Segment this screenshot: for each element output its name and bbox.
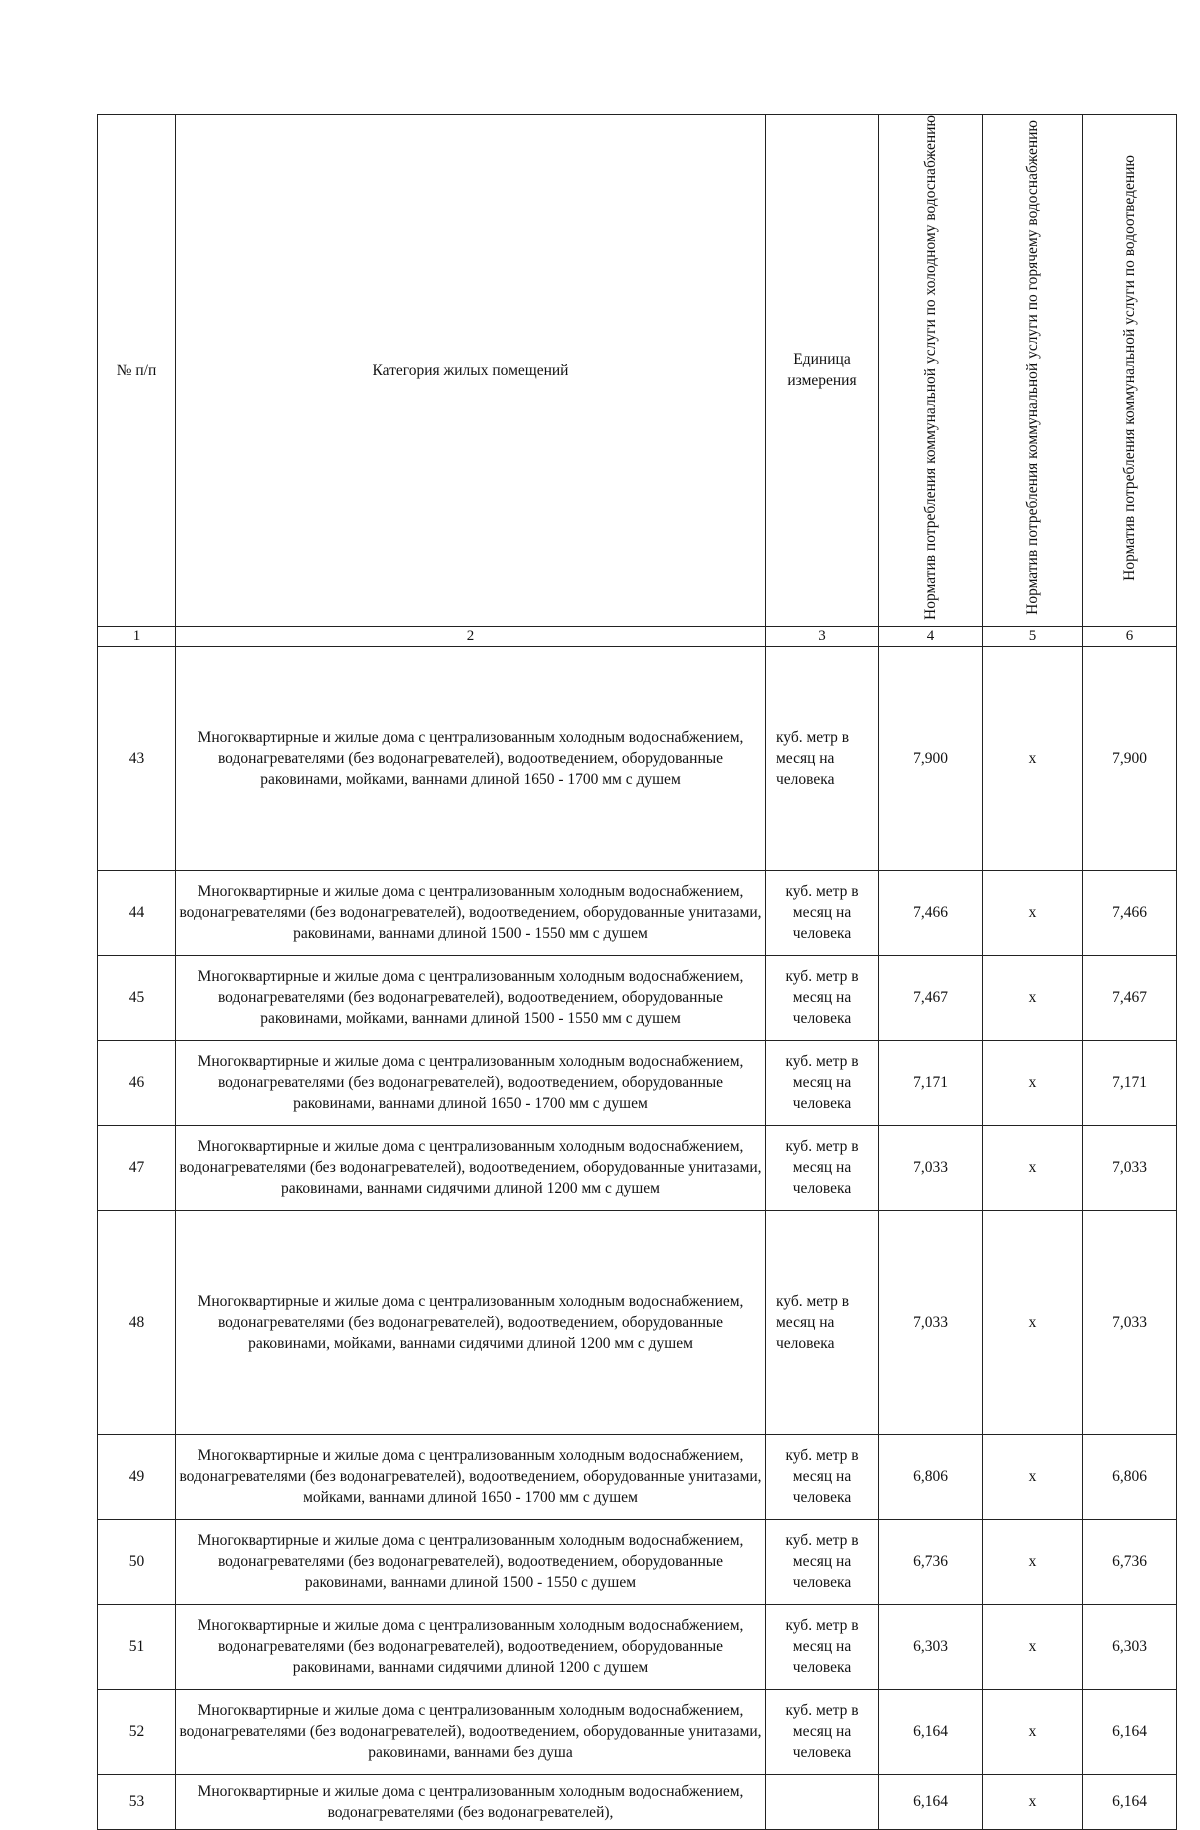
row-drainage: 7,900 — [1083, 646, 1177, 870]
header-row — [98, 115, 1177, 627]
row-hot-water: x — [983, 646, 1083, 870]
row-category-text: Многоквартирные и жилые дома с централизованным холодным водоснабжением, водонагревателями (без водонагревателей), водоотведением, оборудованные раковинами, ваннами длиной 1650 - 1700 мм с душем — [197, 1053, 744, 1113]
table-row — [98, 1774, 1177, 1829]
row-category-text: Многоквартирные и жилые дома с централизованным холодным водоснабжением, водонагревателями (без водонагревателей), водоотведением, оборудованные раковинами, мойками, ваннами длиной 1650 - 1700 мм с душем — [197, 728, 744, 788]
row-category — [176, 1434, 766, 1519]
row-hot-water: x — [983, 1434, 1083, 1519]
row-drainage: 7,467 — [1083, 955, 1177, 1040]
row-cold-water: 6,164 — [879, 1689, 983, 1774]
row-category-text: Многоквартирные и жилые дома с централизованным холодным водоснабжением, водонагревателями (без водонагревателей), водоотведением, оборудованные раковинами, мойками, ваннами сидячими длиной 1200 мм с душем — [197, 1292, 744, 1352]
row-number: 53 — [98, 1774, 176, 1829]
header-drainage-label: Норматив потребления коммунальной услуги по водоотведению — [1121, 154, 1138, 581]
row-number: 50 — [98, 1519, 176, 1604]
row-unit-text: куб. метр в месяц на человека — [785, 1447, 859, 1507]
row-cold-water: 6,303 — [879, 1604, 983, 1689]
row-category-text: Многоквартирные и жилые дома с централизованным холодным водоснабжением, водонагревателями (без водонагревателей), водоотведением, оборудованные раковинами, ваннами сидячими длиной 1200 с душем — [197, 1617, 744, 1677]
row-category — [176, 1604, 766, 1689]
row-cold-water: 6,806 — [879, 1434, 983, 1519]
row-unit-text: куб. метр в месяц на человека — [785, 883, 859, 943]
header-cold-water — [879, 115, 983, 627]
row-hot-water: x — [983, 1774, 1083, 1829]
row-unit-text: куб. метр в месяц на человека — [785, 968, 859, 1028]
column-index-row — [98, 626, 1177, 646]
table-row — [98, 870, 1177, 955]
row-number: 45 — [98, 955, 176, 1040]
row-number: 48 — [98, 1210, 176, 1434]
row-unit — [766, 1125, 879, 1210]
column-index: 4 — [879, 626, 983, 646]
row-unit — [766, 870, 879, 955]
row-category — [176, 955, 766, 1040]
row-category-text: Многоквартирные и жилые дома с централизованным холодным водоснабжением, водонагревателями (без водонагревателей), водоотведением, оборудованные раковинами, ваннами длиной 1500 - 1550 с душем — [197, 1532, 744, 1592]
header-hot-water-label: Норматив потребления коммунальной услуги по горячему водоснабжению — [1024, 120, 1041, 615]
table-row — [98, 955, 1177, 1040]
row-drainage: 7,033 — [1083, 1210, 1177, 1434]
row-number: 43 — [98, 646, 176, 870]
row-cold-water: 7,467 — [879, 955, 983, 1040]
header-number: № п/п — [98, 115, 176, 627]
row-hot-water: x — [983, 1125, 1083, 1210]
row-unit-text: куб. метр в месяц на человека — [776, 728, 850, 788]
row-unit — [766, 1774, 879, 1829]
row-drainage: 6,164 — [1083, 1774, 1177, 1829]
row-unit-text: куб. метр в месяц на человека — [785, 1702, 859, 1762]
row-drainage: 6,736 — [1083, 1519, 1177, 1604]
row-cold-water: 6,736 — [879, 1519, 983, 1604]
row-hot-water: x — [983, 1210, 1083, 1434]
row-hot-water: x — [983, 1689, 1083, 1774]
row-unit — [766, 1519, 879, 1604]
row-unit — [766, 1434, 879, 1519]
header-cold-water-label: Норматив потребления коммунальной услуги по холодному водоснабжению — [922, 115, 939, 620]
row-drainage: 6,806 — [1083, 1434, 1177, 1519]
row-category — [176, 1125, 766, 1210]
row-unit — [766, 955, 879, 1040]
row-unit — [766, 1689, 879, 1774]
row-number: 44 — [98, 870, 176, 955]
row-number: 47 — [98, 1125, 176, 1210]
row-category — [176, 1689, 766, 1774]
row-unit — [766, 1604, 879, 1689]
row-category — [176, 870, 766, 955]
norms-table — [97, 114, 1177, 1830]
table-row — [98, 1434, 1177, 1519]
row-category-text: Многоквартирные и жилые дома с централизованным холодным водоснабжением, водонагревателями (без водонагревателей), водоотведением, оборудованные унитазами, раковинами, ваннами длиной 1500 - 1550 мм с душем — [179, 883, 762, 943]
row-number: 46 — [98, 1040, 176, 1125]
header-hot-water — [983, 115, 1083, 627]
row-hot-water: x — [983, 1040, 1083, 1125]
row-category-text: Многоквартирные и жилые дома с централизованным холодным водоснабжением, водонагревателями (без водонагревателей), водоотведением, оборудованные унитазами, мойками, ваннами длиной 1650 - 1700 мм с душем — [179, 1447, 762, 1507]
row-category — [176, 1774, 766, 1829]
row-category — [176, 1040, 766, 1125]
header-category: Категория жилых помещений — [176, 115, 766, 627]
column-index: 2 — [176, 626, 766, 646]
table-row — [98, 1689, 1177, 1774]
row-unit-text: куб. метр в месяц на человека — [776, 1292, 850, 1352]
row-category-text: Многоквартирные и жилые дома с централизованным холодным водоснабжением, водонагревателями (без водонагревателей), водоотведением, оборудованные раковинами, мойками, ваннами длиной 1500 - 1550 мм с душем — [197, 968, 744, 1028]
row-unit-text: куб. метр в месяц на человека — [785, 1532, 859, 1592]
row-cold-water: 7,171 — [879, 1040, 983, 1125]
row-cold-water: 7,033 — [879, 1125, 983, 1210]
column-index: 5 — [983, 626, 1083, 646]
table-row — [98, 1210, 1177, 1434]
table-row — [98, 1040, 1177, 1125]
row-category — [176, 646, 766, 870]
row-category — [176, 1519, 766, 1604]
row-number: 51 — [98, 1604, 176, 1689]
row-hot-water: x — [983, 1604, 1083, 1689]
header-drainage — [1083, 115, 1177, 627]
row-cold-water: 7,900 — [879, 646, 983, 870]
table-row — [98, 646, 1177, 870]
row-drainage: 6,164 — [1083, 1689, 1177, 1774]
row-cold-water: 6,164 — [879, 1774, 983, 1829]
column-index: 3 — [766, 626, 879, 646]
row-drainage: 7,171 — [1083, 1040, 1177, 1125]
row-number: 52 — [98, 1689, 176, 1774]
row-drainage: 6,303 — [1083, 1604, 1177, 1689]
row-number: 49 — [98, 1434, 176, 1519]
row-unit-text: куб. метр в месяц на человека — [785, 1138, 859, 1198]
row-unit — [766, 1040, 879, 1125]
row-cold-water: 7,466 — [879, 870, 983, 955]
column-index: 1 — [98, 626, 176, 646]
column-index: 6 — [1083, 626, 1177, 646]
row-category-text: Многоквартирные и жилые дома с централизованным холодным водоснабжением, водонагревателями (без водонагревателей), водоотведением, оборудованные унитазами, раковинами, ваннами сидячими длиной 1200 мм с душем — [179, 1138, 762, 1198]
row-hot-water: x — [983, 1519, 1083, 1604]
row-cold-water: 7,033 — [879, 1210, 983, 1434]
row-unit — [766, 646, 879, 870]
row-unit-text: куб. метр в месяц на человека — [785, 1617, 859, 1677]
row-category — [176, 1210, 766, 1434]
row-category-text: Многоквартирные и жилые дома с централизованным холодным водоснабжением, водонагревателями (без водонагревателей), — [197, 1782, 744, 1821]
table-row — [98, 1519, 1177, 1604]
table-row — [98, 1125, 1177, 1210]
row-unit-text: куб. метр в месяц на человека — [785, 1053, 859, 1113]
row-hot-water: x — [983, 870, 1083, 955]
row-drainage: 7,466 — [1083, 870, 1177, 955]
header-unit: Единица измерения — [766, 115, 879, 627]
table-row — [98, 1604, 1177, 1689]
row-drainage: 7,033 — [1083, 1125, 1177, 1210]
row-hot-water: x — [983, 955, 1083, 1040]
row-unit — [766, 1210, 879, 1434]
row-category-text: Многоквартирные и жилые дома с централизованным холодным водоснабжением, водонагревателями (без водонагревателей), водоотведением, оборудованные унитазами, раковинами, ваннами без душа — [179, 1702, 762, 1762]
